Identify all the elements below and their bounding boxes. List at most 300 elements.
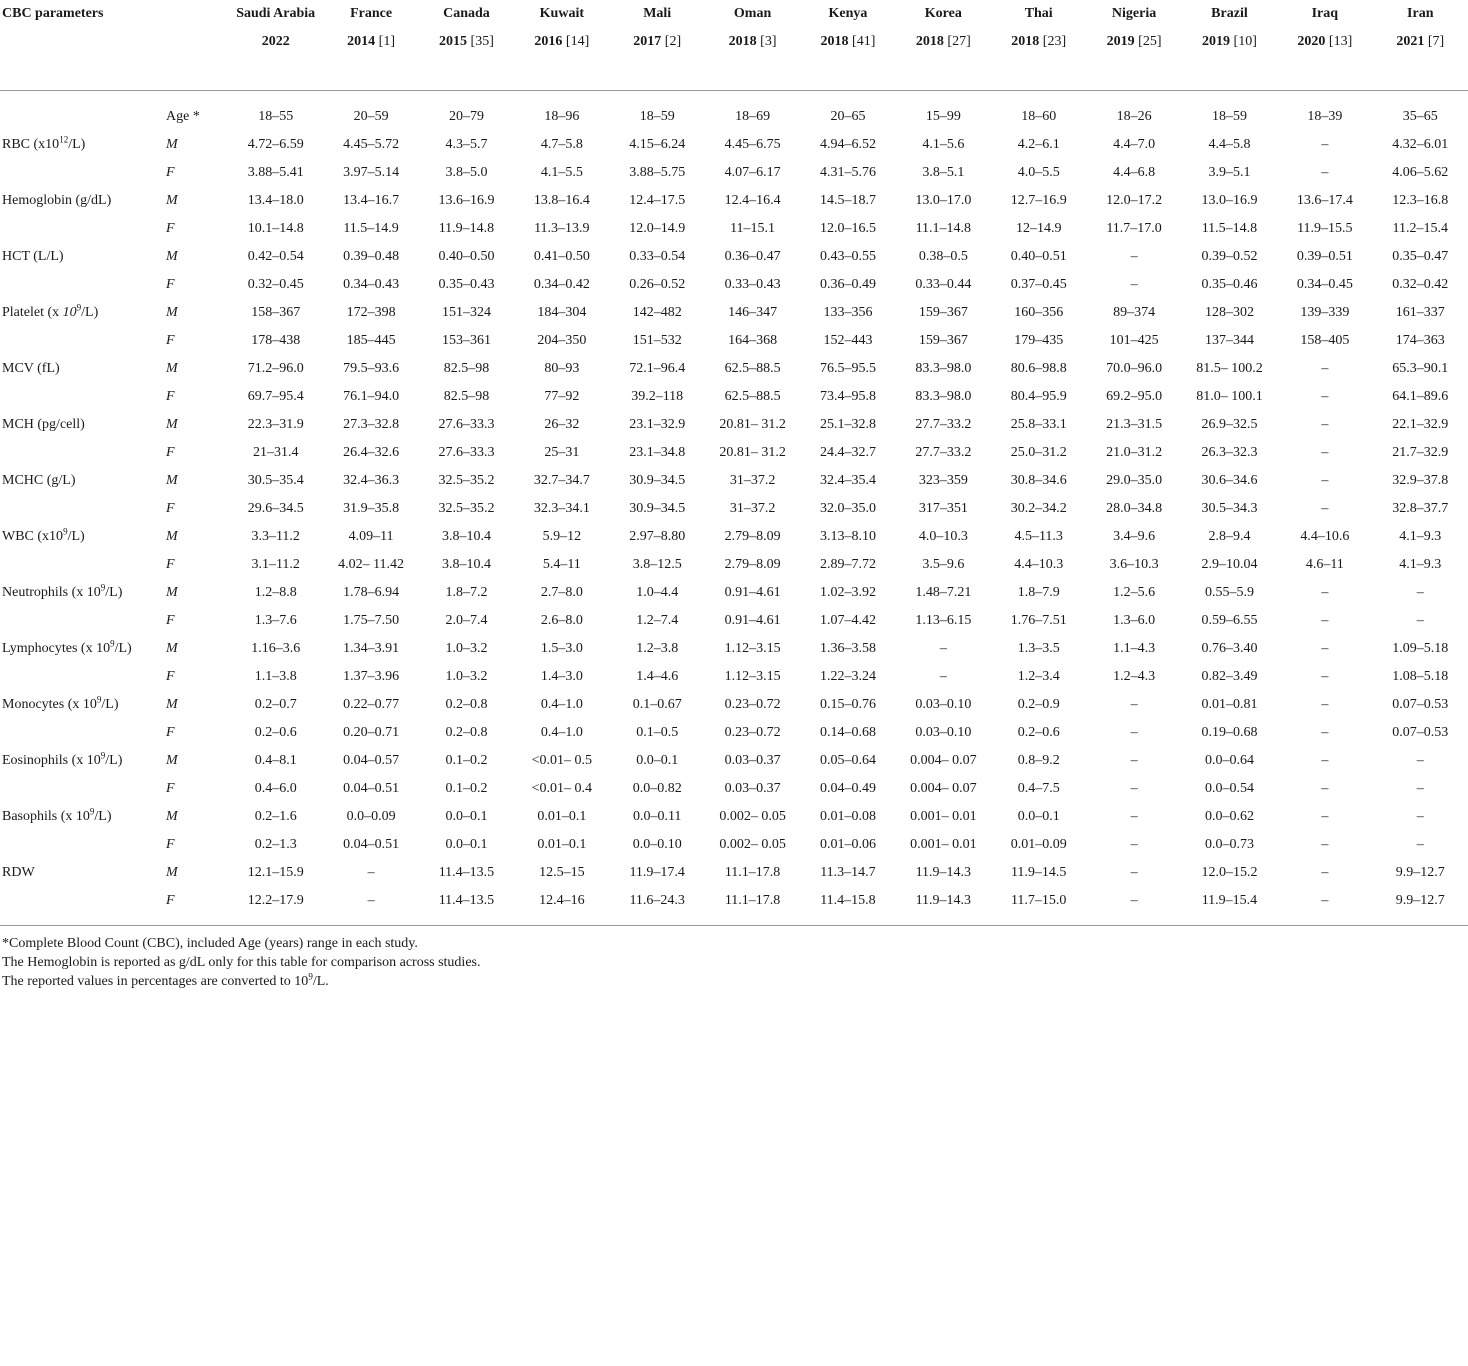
parameter-label: HCT (L/L) bbox=[2, 248, 64, 264]
value-cell: 0.36–0.49 bbox=[819, 276, 876, 292]
parameter-label bbox=[0, 383, 158, 411]
parameter-label: RDW bbox=[2, 864, 35, 880]
value-cell: – bbox=[1321, 640, 1329, 656]
parameter-label: Monocytes (x $10^9/L$) bbox=[2, 693, 119, 712]
header-column bbox=[514, 0, 609, 90]
value-cell: 0.38–0.5 bbox=[918, 248, 968, 264]
sex-label: M bbox=[166, 136, 178, 152]
value-cell: 0.37–0.45 bbox=[1010, 276, 1067, 292]
value-cell: 11.9–14.3 bbox=[915, 892, 972, 908]
value-cell: 71.2–96.0 bbox=[247, 360, 304, 376]
value-cell: – bbox=[1321, 808, 1329, 824]
value-cell: 18–96 bbox=[544, 108, 580, 124]
value-cell: 21.3–31.5 bbox=[1106, 416, 1163, 432]
value-cell: 32.8–37.7 bbox=[1392, 500, 1449, 516]
value-cell: 3.5–9.6 bbox=[922, 556, 965, 572]
value-cell: 0.07–0.53 bbox=[1392, 696, 1449, 712]
sex-label: F bbox=[166, 388, 175, 404]
value-cell: 11.5–14.9 bbox=[343, 220, 399, 236]
sex-label: F bbox=[166, 780, 175, 796]
value-cell: 1.4–4.6 bbox=[636, 668, 679, 684]
value-cell: 12–14.9 bbox=[1015, 220, 1062, 236]
parameter-label: WBC $(x10^9/L)$ bbox=[2, 525, 85, 544]
value-cell: – bbox=[367, 892, 375, 908]
value-cell: 184–304 bbox=[537, 304, 587, 320]
value-cell: – bbox=[1321, 416, 1329, 432]
value-cell: 11.5–14.8 bbox=[1201, 220, 1258, 236]
value-cell: 20.81– 31.2 bbox=[719, 444, 786, 460]
header-year-ref: 2019 [25] bbox=[1106, 34, 1162, 49]
value-cell: 11.6–24.3 bbox=[629, 892, 685, 908]
value-cell: 0.0–0.54 bbox=[1204, 780, 1254, 796]
value-cell: 83.3–98.0 bbox=[915, 388, 972, 404]
value-cell: 14.5–18.7 bbox=[819, 192, 876, 208]
value-cell: 32.4–36.3 bbox=[343, 472, 400, 488]
table-row bbox=[0, 607, 1468, 635]
sex-label: M bbox=[166, 472, 178, 488]
value-cell: 13.0–17.0 bbox=[915, 192, 972, 208]
table-row bbox=[0, 439, 1468, 467]
value-cell: – bbox=[1321, 164, 1329, 180]
parameter-label bbox=[0, 495, 158, 523]
value-cell: 1.5–3.0 bbox=[540, 640, 583, 656]
footnote: The Hemoglobin is reported as g/dL only for this table for comparison across studies. bbox=[2, 954, 481, 970]
value-cell: 31.9–35.8 bbox=[343, 500, 400, 516]
parameter-label bbox=[0, 607, 158, 635]
value-cell: 15–99 bbox=[925, 108, 961, 124]
value-cell: 21.7–32.9 bbox=[1392, 444, 1449, 460]
header-column bbox=[991, 0, 1086, 90]
table-row bbox=[0, 327, 1468, 355]
sex-label: F bbox=[166, 724, 175, 740]
value-cell: 4.0–5.5 bbox=[1017, 164, 1060, 180]
value-cell: 72.1–96.4 bbox=[629, 360, 686, 376]
parameter-label: MCH (pg/cell) bbox=[2, 416, 85, 432]
value-cell: – bbox=[1416, 612, 1424, 628]
value-cell: – bbox=[1321, 360, 1329, 376]
value-cell: 30.5–34.3 bbox=[1201, 500, 1258, 516]
value-cell: 128–302 bbox=[1204, 304, 1254, 320]
value-cell: 4.7–5.8 bbox=[540, 136, 583, 152]
value-cell: 1.3–3.5 bbox=[1017, 640, 1060, 656]
value-cell: 0.002– 0.05 bbox=[719, 836, 786, 852]
value-cell: 0.004– 0.07 bbox=[910, 780, 977, 796]
value-cell: – bbox=[1416, 752, 1424, 768]
value-cell: 185–445 bbox=[346, 332, 396, 348]
value-cell: 12.4–16 bbox=[539, 892, 585, 908]
value-cell: 0.36–0.47 bbox=[724, 248, 781, 264]
value-cell: 0.39–0.51 bbox=[1296, 248, 1353, 264]
value-cell: 0.2–0.6 bbox=[254, 724, 297, 740]
value-cell: 0.40–0.51 bbox=[1010, 248, 1067, 264]
value-cell: 4.1–9.3 bbox=[1399, 528, 1442, 544]
value-cell: 2.79–8.09 bbox=[724, 528, 781, 544]
value-cell: 142–482 bbox=[632, 304, 682, 320]
value-cell: 20–79 bbox=[448, 108, 484, 124]
value-cell: 4.4–6.8 bbox=[1113, 164, 1156, 180]
value-cell: 4.09–11 bbox=[348, 528, 394, 544]
value-cell: 0.1–0.2 bbox=[445, 752, 488, 768]
value-cell: 0.35–0.47 bbox=[1392, 248, 1449, 264]
header-column bbox=[800, 0, 895, 90]
header-year-ref: 2017 [2] bbox=[633, 34, 682, 49]
value-cell: 151–324 bbox=[441, 304, 491, 320]
value-cell: 65.3–90.1 bbox=[1392, 360, 1449, 376]
header-country: Kenya bbox=[828, 6, 868, 21]
value-cell: 12.4–16.4 bbox=[724, 192, 781, 208]
value-cell: 1.02–3.92 bbox=[819, 584, 876, 600]
value-cell: 4.1–5.6 bbox=[922, 136, 965, 152]
value-cell: 0.55–5.9 bbox=[1204, 584, 1254, 600]
sex-label: F bbox=[166, 332, 175, 348]
value-cell: 89–374 bbox=[1113, 304, 1156, 320]
value-cell: 32.5–35.2 bbox=[438, 500, 495, 516]
table-row bbox=[0, 383, 1468, 411]
value-cell: 5.9–12 bbox=[542, 528, 582, 544]
value-cell: 4.72–6.59 bbox=[247, 136, 304, 152]
value-cell: – bbox=[1321, 500, 1329, 516]
sex-label: M bbox=[166, 192, 178, 208]
value-cell: 62.5–88.5 bbox=[724, 360, 781, 376]
value-cell: 0.26–0.52 bbox=[629, 276, 686, 292]
table-row bbox=[0, 243, 1468, 271]
value-cell: 0.4–8.1 bbox=[254, 752, 297, 768]
value-cell: 27.7–33.2 bbox=[915, 416, 972, 432]
value-cell: 174–363 bbox=[1395, 332, 1445, 348]
value-cell: 3.3–11.2 bbox=[251, 528, 300, 544]
value-cell: – bbox=[1321, 892, 1329, 908]
header-year-ref: 2018 [41] bbox=[820, 34, 876, 49]
value-cell: 13.4–18.0 bbox=[247, 192, 304, 208]
value-cell: 80.6–98.8 bbox=[1010, 360, 1067, 376]
table-footnotes bbox=[0, 926, 1468, 991]
value-cell: 18–55 bbox=[258, 108, 294, 124]
header-column bbox=[896, 0, 991, 90]
table-row bbox=[0, 131, 1468, 159]
value-cell: – bbox=[1321, 388, 1329, 404]
value-cell: 11.9–17.4 bbox=[629, 864, 685, 880]
value-cell: <0.01– 0.4 bbox=[531, 780, 593, 796]
value-cell: 172–398 bbox=[346, 304, 396, 320]
value-cell: – bbox=[1130, 696, 1138, 712]
table-row bbox=[0, 635, 1468, 663]
footnote: *Complete Blood Count (CBC), included Age (years) range in each study. bbox=[2, 935, 418, 951]
value-cell: 4.45–6.75 bbox=[724, 136, 781, 152]
header-year-ref: 2016 [14] bbox=[534, 34, 590, 49]
value-cell: 1.78–6.94 bbox=[343, 584, 400, 600]
value-cell: 0.0–0.64 bbox=[1204, 752, 1254, 768]
value-cell: 26.3–32.3 bbox=[1201, 444, 1258, 460]
value-cell: 0.19–0.68 bbox=[1201, 724, 1258, 740]
value-cell: 11.9–14.5 bbox=[1010, 864, 1067, 880]
table-header bbox=[0, 0, 1468, 90]
table-row bbox=[0, 159, 1468, 187]
value-cell: 0.01–0.08 bbox=[819, 808, 876, 824]
value-cell: 18–59 bbox=[1211, 108, 1247, 124]
value-cell: 0.20–0.71 bbox=[343, 724, 400, 740]
value-cell: 1.2–3.4 bbox=[1017, 668, 1060, 684]
value-cell: 11.1–17.8 bbox=[724, 892, 781, 908]
parameter-label: Eosinophils (x $10^9/L$) bbox=[2, 749, 123, 768]
value-cell: – bbox=[1130, 808, 1138, 824]
value-cell: 13.6–16.9 bbox=[438, 192, 495, 208]
table-row bbox=[0, 691, 1468, 719]
table-row bbox=[0, 215, 1468, 243]
value-cell: 0.0–0.1 bbox=[445, 836, 488, 852]
value-cell: 32.7–34.7 bbox=[533, 472, 590, 488]
value-cell: 82.5–98 bbox=[443, 388, 490, 404]
value-cell: 0.35–0.46 bbox=[1201, 276, 1258, 292]
value-cell: 35–65 bbox=[1402, 108, 1438, 124]
value-cell: – bbox=[939, 668, 947, 684]
parameter-label: MCV (fL) bbox=[2, 360, 60, 376]
value-cell: 0.34–0.45 bbox=[1296, 276, 1353, 292]
value-cell: 3.8–10.4 bbox=[441, 528, 491, 544]
value-cell: 70.0–96.0 bbox=[1106, 360, 1163, 376]
parameter-label: MCHC (g/L) bbox=[2, 472, 76, 488]
value-cell: 3.8–10.4 bbox=[441, 556, 491, 572]
table-row bbox=[0, 495, 1468, 523]
parameter-label bbox=[0, 775, 158, 803]
value-cell: 31–37.2 bbox=[729, 500, 776, 516]
value-cell: 23.1–34.8 bbox=[629, 444, 686, 460]
value-cell: 179–435 bbox=[1014, 332, 1064, 348]
value-cell: – bbox=[1130, 864, 1138, 880]
value-cell: – bbox=[1130, 276, 1138, 292]
value-cell: 137–344 bbox=[1204, 332, 1254, 348]
value-cell: 1.22–3.24 bbox=[819, 668, 876, 684]
parameter-label bbox=[0, 887, 158, 926]
header-country: Brazil bbox=[1211, 6, 1248, 21]
value-cell: – bbox=[1321, 836, 1329, 852]
value-cell: 2.9–10.04 bbox=[1201, 556, 1258, 572]
value-cell: 0.0–0.82 bbox=[632, 780, 682, 796]
parameter-label bbox=[0, 327, 158, 355]
value-cell: 62.5–88.5 bbox=[724, 388, 781, 404]
sex-label: M bbox=[166, 640, 178, 656]
value-cell: 0.03–0.37 bbox=[724, 780, 781, 796]
table-row bbox=[0, 551, 1468, 579]
parameter-label: Lymphocytes (x $10^9/L$) bbox=[2, 637, 132, 656]
value-cell: 26–32 bbox=[544, 416, 580, 432]
value-cell: 0.07–0.53 bbox=[1392, 724, 1449, 740]
value-cell: 25.8–33.1 bbox=[1010, 416, 1067, 432]
value-cell: 12.0–14.9 bbox=[629, 220, 686, 236]
value-cell: 69.7–95.4 bbox=[247, 388, 304, 404]
parameter-label: Basophils (x $10^9/L$) bbox=[2, 805, 112, 824]
header-country: Thai bbox=[1024, 6, 1053, 21]
value-cell: 2.79–8.09 bbox=[724, 556, 781, 572]
value-cell: 0.01–0.1 bbox=[537, 836, 587, 852]
value-cell: – bbox=[1321, 584, 1329, 600]
value-cell: 9.9–12.7 bbox=[1395, 892, 1445, 908]
value-cell: 1.12–3.15 bbox=[724, 668, 781, 684]
value-cell: 76.1–94.0 bbox=[343, 388, 400, 404]
value-cell: 0.33–0.54 bbox=[629, 248, 686, 264]
value-cell: – bbox=[1321, 136, 1329, 152]
value-cell: 11.7–17.0 bbox=[1106, 220, 1162, 236]
value-cell: 10.1–14.8 bbox=[247, 220, 304, 236]
header-country: Iran bbox=[1407, 6, 1434, 21]
value-cell: 146–347 bbox=[728, 304, 778, 320]
value-cell: 0.4–6.0 bbox=[254, 780, 297, 796]
value-cell: 4.15–6.24 bbox=[629, 136, 686, 152]
value-cell: 69.2–95.0 bbox=[1106, 388, 1163, 404]
value-cell: 12.3–16.8 bbox=[1392, 192, 1449, 208]
value-cell: 0.4–1.0 bbox=[540, 724, 583, 740]
value-cell: – bbox=[1416, 584, 1424, 600]
value-cell: 1.3–7.6 bbox=[254, 612, 297, 628]
value-cell: 32.5–35.2 bbox=[438, 472, 495, 488]
value-cell: 4.4–7.0 bbox=[1113, 136, 1156, 152]
table-body bbox=[0, 90, 1468, 925]
value-cell: 1.4–3.0 bbox=[540, 668, 583, 684]
value-cell: 323–359 bbox=[918, 472, 968, 488]
value-cell: 13.0–16.9 bbox=[1201, 192, 1258, 208]
value-cell: 11.7–15.0 bbox=[1010, 892, 1067, 908]
table-row bbox=[0, 187, 1468, 215]
value-cell: 18–39 bbox=[1307, 108, 1343, 124]
header-spacer bbox=[0, 90, 1468, 103]
value-cell: 0.40–0.50 bbox=[438, 248, 495, 264]
header-column bbox=[1086, 0, 1181, 90]
header-country: France bbox=[350, 6, 393, 21]
value-cell: – bbox=[1321, 612, 1329, 628]
header-year-ref: 2018 [27] bbox=[915, 34, 971, 49]
value-cell: 0.39–0.52 bbox=[1201, 248, 1258, 264]
header-country: Canada bbox=[443, 6, 490, 21]
value-cell: 1.76–7.51 bbox=[1010, 612, 1067, 628]
value-cell: 0.39–0.48 bbox=[343, 248, 400, 264]
footnote: The reported values in percentages are converted to $10^9/L$. bbox=[2, 970, 329, 989]
value-cell: – bbox=[1321, 472, 1329, 488]
value-cell: 2.6–8.0 bbox=[540, 612, 583, 628]
value-cell: – bbox=[1321, 696, 1329, 712]
value-cell: – bbox=[1321, 752, 1329, 768]
parameter-label: RBC $(x10^{12}/L)$ bbox=[2, 133, 86, 152]
value-cell: 18–69 bbox=[735, 108, 771, 124]
value-cell: 164–368 bbox=[728, 332, 778, 348]
value-cell: 0.59–6.55 bbox=[1201, 612, 1258, 628]
value-cell: 4.2–6.1 bbox=[1017, 136, 1060, 152]
value-cell: 1.0–4.4 bbox=[636, 584, 679, 600]
sex-label: Age * bbox=[166, 108, 200, 124]
sex-label: M bbox=[166, 808, 178, 824]
header-year-ref: 2019 [10] bbox=[1202, 34, 1257, 49]
header-country: Kuwait bbox=[539, 6, 584, 21]
value-cell: 31–37.2 bbox=[729, 472, 776, 488]
table-row bbox=[0, 859, 1468, 887]
value-cell: 4.5–11.3 bbox=[1014, 528, 1063, 544]
header-column bbox=[228, 0, 323, 90]
value-cell: 4.4–10.6 bbox=[1300, 528, 1350, 544]
value-cell: 21.0–31.2 bbox=[1106, 444, 1163, 460]
sex-label: M bbox=[166, 584, 178, 600]
value-cell: 1.08–5.18 bbox=[1392, 668, 1449, 684]
table-row bbox=[0, 831, 1468, 859]
value-cell: 24.4–32.7 bbox=[819, 444, 876, 460]
value-cell: 25.0–31.2 bbox=[1010, 444, 1067, 460]
sex-label: F bbox=[166, 164, 175, 180]
value-cell: 12.2–17.9 bbox=[247, 892, 304, 908]
value-cell: 39.2–118 bbox=[631, 388, 684, 404]
value-cell: 0.0–0.11 bbox=[632, 808, 682, 824]
sex-label: M bbox=[166, 248, 178, 264]
value-cell: 1.3–6.0 bbox=[1113, 612, 1156, 628]
value-cell: 4.3–5.7 bbox=[445, 136, 488, 152]
header-column bbox=[1277, 0, 1372, 90]
parameter-label bbox=[0, 103, 158, 131]
value-cell: 29.0–35.0 bbox=[1106, 472, 1163, 488]
header-year-ref: 2021 [7] bbox=[1396, 34, 1445, 49]
value-cell: 0.002– 0.05 bbox=[719, 808, 786, 824]
value-cell: 139–339 bbox=[1300, 304, 1350, 320]
value-cell: 101–425 bbox=[1109, 332, 1159, 348]
value-cell: 4.31–5.76 bbox=[819, 164, 876, 180]
value-cell: 158–367 bbox=[251, 304, 301, 320]
value-cell: 4.6–11 bbox=[1305, 556, 1344, 572]
value-cell: 11.4–13.5 bbox=[438, 892, 495, 908]
value-cell: 133–356 bbox=[823, 304, 873, 320]
value-cell: 4.02– 11.42 bbox=[338, 556, 405, 572]
value-cell: 0.0–0.1 bbox=[445, 808, 488, 824]
value-cell: 0.1–0.5 bbox=[636, 724, 679, 740]
value-cell: 0.91–4.61 bbox=[724, 584, 781, 600]
value-cell: 29.6–34.5 bbox=[247, 500, 304, 516]
value-cell: – bbox=[1416, 780, 1424, 796]
value-cell: 204–350 bbox=[537, 332, 587, 348]
value-cell: 77–92 bbox=[544, 388, 580, 404]
value-cell: 30.5–35.4 bbox=[247, 472, 304, 488]
table-row bbox=[0, 579, 1468, 607]
value-cell: 0.34–0.43 bbox=[343, 276, 400, 292]
value-cell: 0.001– 0.01 bbox=[910, 836, 977, 852]
header-country: Korea bbox=[924, 6, 962, 21]
value-cell: 1.16–3.6 bbox=[251, 640, 301, 656]
value-cell: 30.9–34.5 bbox=[629, 500, 686, 516]
value-cell: 30.8–34.6 bbox=[1010, 472, 1067, 488]
value-cell: 28.0–34.8 bbox=[1106, 500, 1163, 516]
value-cell: 3.6–10.3 bbox=[1109, 556, 1159, 572]
value-cell: <0.01– 0.5 bbox=[531, 752, 593, 768]
value-cell: 27.6–33.3 bbox=[438, 444, 495, 460]
value-cell: 0.1–0.2 bbox=[445, 780, 488, 796]
value-cell: 30.6–34.6 bbox=[1201, 472, 1258, 488]
value-cell: 1.0–3.2 bbox=[445, 640, 488, 656]
value-cell: 152–443 bbox=[823, 332, 873, 348]
value-cell: 1.13–6.15 bbox=[915, 612, 972, 628]
header-column bbox=[705, 0, 800, 90]
value-cell: 1.12–3.15 bbox=[724, 640, 781, 656]
value-cell: 0.23–0.72 bbox=[724, 696, 781, 712]
header-column bbox=[1373, 0, 1468, 90]
value-cell: 3.9–5.1 bbox=[1208, 164, 1251, 180]
sex-label: M bbox=[166, 528, 178, 544]
value-cell: 159–367 bbox=[918, 332, 968, 348]
value-cell: – bbox=[1321, 864, 1329, 880]
sex-label: F bbox=[166, 276, 175, 292]
table-row bbox=[0, 467, 1468, 495]
value-cell: 3.4–9.6 bbox=[1113, 528, 1156, 544]
header-year-ref: 2018 [3] bbox=[728, 34, 777, 49]
value-cell: 2.7–8.0 bbox=[540, 584, 583, 600]
value-cell: 80.4–95.9 bbox=[1010, 388, 1067, 404]
value-cell: 27.6–33.3 bbox=[438, 416, 495, 432]
header-column bbox=[1182, 0, 1277, 90]
value-cell: 1.48–7.21 bbox=[915, 584, 972, 600]
value-cell: – bbox=[1416, 836, 1424, 852]
value-cell: 0.2–0.6 bbox=[1017, 724, 1060, 740]
